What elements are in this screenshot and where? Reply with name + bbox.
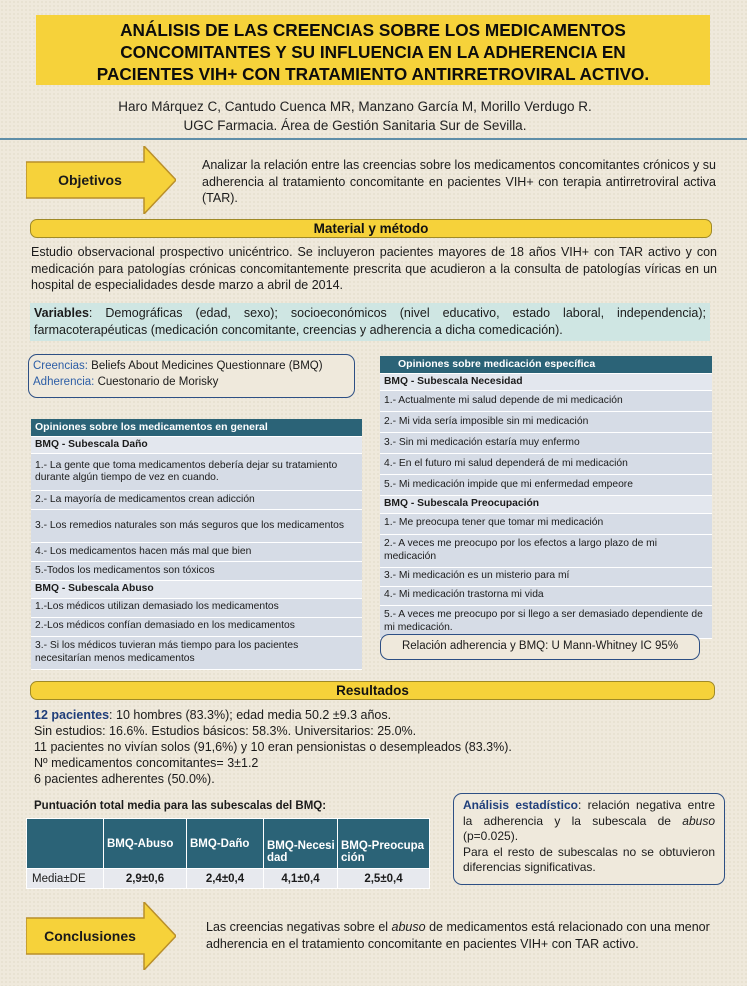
title-line: PACIENTES VIH+ CON TRATAMIENTO ANTIRRETROVIRAL ACTIVO. (96, 64, 650, 84)
adherencia-line (33, 374, 350, 390)
table-row: 5.-Todos los medicamentos son tóxicos (31, 562, 362, 581)
dano-subscale-title: BMQ - Subescala Daño (31, 436, 362, 454)
general-opinions-table (31, 419, 362, 670)
table-row: 1.-Los médicos utilizan demasiado los medicamentos (31, 598, 362, 617)
table-row: 2.- Mi vida sería imposible sin mi medicación (380, 412, 712, 433)
results-line: 6 pacientes adherentes (50.0%). (34, 772, 215, 786)
table-row: 4.- En el futuro mi salud dependerá de mi medicación (380, 454, 712, 475)
table-row: 3.- Los remedios naturales son más seguros que los medicamentos (31, 510, 362, 543)
table-row: 2.- A veces me preocupo por los efectos a largo plazo de mi medicación (380, 534, 712, 567)
table-cell: 2,4±0,4 (187, 869, 264, 889)
creencias-label: Creencias: (33, 360, 88, 372)
conclusion-part: de medicamentos está relacionado con una menor adherencia en el tratamiento concomitante en pacientes VIH+ con TAR activo. (206, 920, 710, 951)
adherencia-label: Adherencia: (33, 376, 95, 388)
title-line: CONCOMITANTES Y SU INFLUENCIA EN LA ADHERENCIA EN (120, 42, 626, 62)
table-row: 1.- Me preocupa tener que tomar mi medicación (380, 513, 712, 534)
table-header-abuso: BMQ-Abuso (104, 819, 187, 869)
authors: Haro Márquez C, Cantudo Cuenca MR, Manzano García M, Morillo Verdugo R. (118, 99, 592, 114)
table-row: 3.- Sin mi medicación estaría muy enfermo (380, 433, 712, 454)
patients-label: 12 pacientes (34, 708, 110, 722)
table-row: 3.- Si los médicos tuvieran más tiempo para los pacientes necesitarían menos medicamentos (31, 636, 362, 669)
table-cell: 2,5±0,4 (338, 869, 430, 889)
title-line: ANÁLISIS DE LAS CREENCIAS SOBRE LOS MEDICAMENTOS (120, 20, 626, 40)
bmq-table-title: Puntuación total media para las subescalas del BMQ: (34, 800, 327, 812)
table-row: 1.- La gente que toma medicamentos debería dejar su tratamiento durante algún tiempo de vez en cuando. (31, 454, 362, 491)
poster-title (36, 15, 710, 85)
table-header-dano: BMQ-Daño (187, 819, 264, 869)
conclusion-abuso: abuso (391, 920, 426, 934)
resultados-heading: Resultados (30, 681, 715, 700)
instruments-box (28, 354, 355, 398)
results-line: Sin estudios: 16.6%. Estudios básicos: 58.3%. Universitarios: 25.0%. (34, 724, 417, 738)
patients-line (34, 707, 574, 723)
variables-text: : Demográficas (edad, sexo); socioeconómicos (nivel educativo, estado laboral, independencia); farmacoterapéuticas (medicación concomitante, creencias y adherencia a dicha comedicación). (34, 306, 706, 337)
creencias-text: Beliefs About Medicines Questionnare (BMQ) (87, 360, 323, 372)
analisis-label: Análisis estadístico (463, 798, 579, 812)
conclusion-part: Las creencias negativas sobre el (206, 920, 392, 934)
conclusiones-text (206, 919, 726, 952)
table-row: 5.- Mi medicación impide que mi enfermedad empeore (380, 475, 712, 496)
header-divider (0, 138, 747, 140)
results-line: 11 pacientes no vivían solos (91,6%) y 10 eran pensionistas o desempleados (83.3%). (34, 740, 512, 754)
table-cell: 2,9±0,6 (104, 869, 187, 889)
patients-text: : 10 hombres (83.3%); edad media 50.2 ±9.3 años. (109, 708, 392, 722)
author-block (0, 97, 710, 135)
analisis-box (453, 793, 725, 885)
table-row: 4.- Los medicamentos hacen más mal que bien (31, 543, 362, 562)
row-label: Media±DE (27, 869, 104, 889)
variables-box (30, 303, 710, 341)
table-header-preocupacion: BMQ-Preocupación (338, 819, 430, 869)
table-row: 3.- Mi medicación es un misterio para mí (380, 567, 712, 586)
analisis-text: : relación negativa entre la adherencia y la subescala de (463, 798, 715, 828)
specific-opinions-table (380, 356, 712, 639)
adherencia-text: Cuestonario de Morisky (94, 376, 219, 388)
conclusiones-label: Conclusiones (44, 928, 136, 944)
table-header-necesidad: BMQ-Necesidad (264, 819, 338, 869)
analisis-abuso: abuso (682, 813, 715, 828)
study-description: Estudio observacional prospectivo unicéntrico. Se incluyeron pacientes mayores de 18 años VIH+ con TAR activo y con medicación para patologías crónicas concomitantemente prescrita que acudieron a la consulta de patologías víricas en un hospital de especialidades desde marzo a abril de 2014. (31, 245, 717, 292)
bmq-results-table (26, 818, 430, 889)
material-heading: Material y método (30, 219, 712, 238)
general-table-header: Opiniones sobre los medicamentos en general (31, 419, 362, 436)
table-cell: 4,1±0,4 (264, 869, 338, 889)
results-text (34, 707, 574, 787)
abuso-subscale-title: BMQ - Subescala Abuso (31, 581, 362, 599)
relacion-box: Relación adherencia y BMQ: U Mann-Whitney IC 95% (380, 634, 700, 660)
table-row: 1.- Actualmente mi salud depende de mi medicación (380, 391, 712, 412)
table-row: 4.- Mi medicación trastorna mi vida (380, 586, 712, 605)
necesidad-subscale-title: BMQ - Subescala Necesidad (380, 373, 712, 391)
results-line: Nº medicamentos concomitantes= 3±1.2 (34, 756, 259, 770)
preocupacion-subscale-title: BMQ - Subescala Preocupación (380, 496, 712, 514)
variables-label: Variables (34, 306, 89, 320)
creencias-line (33, 358, 350, 374)
objetivos-label: Objetivos (58, 172, 122, 188)
specific-table-header: Opiniones sobre medicación específica (380, 356, 712, 373)
analisis-pvalue: (p=0.025). (463, 829, 519, 843)
analisis-rest: Para el resto de subescalas no se obtuvieron diferencias significativas. (463, 844, 715, 874)
conclusiones-arrow (26, 902, 176, 970)
affiliation: UGC Farmacia. Área de Gestión Sanitaria Sur de Sevilla. (183, 118, 527, 133)
table-row: 5.- A veces me preocupo por si llego a ser demasiado dependiente de mi medicación. (380, 605, 712, 638)
table-row: 2.-Los médicos confían demasiado en los medicamentos (31, 617, 362, 636)
objetivos-text: Analizar la relación entre las creencias sobre los medicamentos concomitantes crónicos y su adherencia al tratamiento concomitante en pacientes VIH+ con terapia antirretroviral activa (TAR). (202, 158, 716, 205)
table-row: 2.- La mayoría de medicamentos crean adicción (31, 491, 362, 510)
table-corner (27, 819, 104, 869)
objetivos-arrow (26, 146, 176, 214)
